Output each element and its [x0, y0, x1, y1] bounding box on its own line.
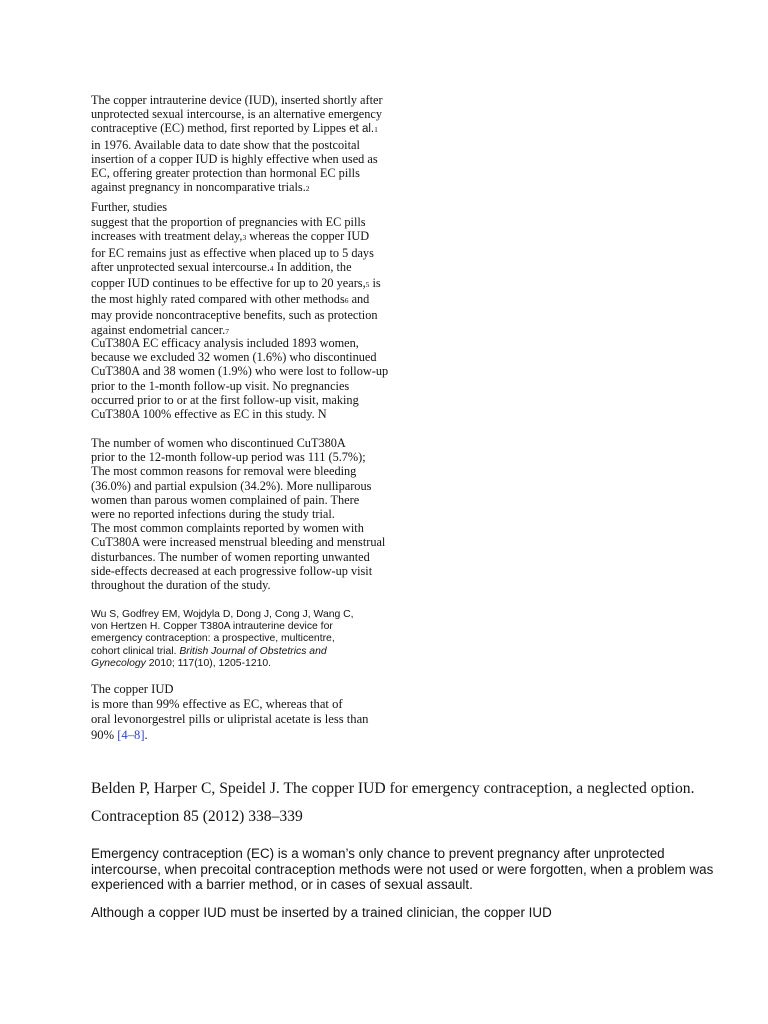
text-line: unprotected sexual intercourse, is an alternative emergency: [91, 107, 383, 122]
text-line: for EC remains just as effective when placed up to 5 days: [91, 245, 374, 260]
text-line: were no reported infections during the study trial.: [91, 507, 335, 522]
text-line: may provide noncontraceptive benefits, such as protection: [91, 308, 378, 323]
text-line: The most common reasons for removal were bleeding: [91, 464, 357, 479]
text-line: The number of women who discontinued CuT380A: [91, 436, 346, 450]
text-fragment: .: [144, 727, 148, 742]
text-fragment: cohort clinical trial.: [91, 645, 180, 657]
et-al-text: et al.: [349, 123, 375, 136]
text-fragment: the most highly rated compared with other methods: [91, 292, 345, 307]
paragraph-efficacy-analysis: [91, 336, 391, 421]
text-fragment: against pregnancy in noncomparative trials.: [91, 180, 306, 195]
text-line: [91, 292, 391, 308]
text-line: insertion of a copper IUD is highly effective when used as: [91, 151, 378, 166]
text-fragment: contraceptive (EC) method, first reported by Lippes: [91, 121, 350, 136]
text-line: [91, 180, 391, 196]
text-line: The most common complaints reported by women with: [91, 521, 364, 536]
paragraph-copper-iud-insertion: Although a copper IUD must be inserted by a trained clinician, the copper IUD: [91, 905, 552, 920]
text-line: CuT380A and 38 women (1.9%) who were lost to follow-up: [91, 364, 389, 379]
text-line: The copper intrauterine device (IUD), inserted shortly after: [91, 93, 383, 107]
text-line: emergency contraception: a prospective, multicentre,: [91, 633, 335, 645]
reference-marker: 4: [269, 263, 274, 273]
text-line: occurred prior to or at the first follow-up visit, making: [91, 392, 359, 407]
text-fragment: against endometrial cancer.: [91, 322, 226, 337]
reference-marker: 5: [365, 280, 370, 290]
journal-title: Gynecology: [91, 657, 146, 669]
reference-heading-line-1: Belden P, Harper C, Speidel J. The copper IUD for emergency contraception, a neglected option.: [91, 780, 695, 797]
reference-heading-line-2: Contraception 85 (2012) 338–339: [91, 808, 303, 825]
reference-marker: 6: [344, 296, 349, 306]
reference-link[interactable]: [4–8]: [117, 727, 145, 742]
text-line: in 1976. Available data to date show that the postcoital: [91, 137, 360, 152]
text-line: prior to the 1-month follow-up visit. No pregnancies: [91, 378, 350, 393]
reference-marker: 2: [305, 184, 310, 194]
text-fragment: whereas the copper IUD: [246, 229, 370, 244]
text-line: [91, 121, 391, 137]
text-line: Emergency contraception (EC) is a woman’s only chance to prevent pregnancy after unprotected: [91, 846, 665, 861]
text-fragment: 90%: [91, 727, 118, 742]
reference-marker: 1: [374, 125, 378, 135]
text-line: [91, 646, 391, 658]
text-line: is more than 99% effective as EC, whereas that of: [91, 697, 343, 712]
text-line: because we excluded 32 women (1.6%) who discontinued: [91, 350, 377, 365]
text-line: [91, 260, 391, 276]
text-line: EC, offering greater protection than hormonal EC pills: [91, 166, 360, 181]
text-fragment: 2010; 117(10), 1205-1210.: [145, 657, 272, 669]
text-line: throughout the duration of the study.: [91, 578, 271, 593]
text-line: [91, 276, 391, 292]
text-line: women than parous women complained of pain. There: [91, 492, 360, 507]
text-line: Further, studies: [91, 200, 168, 214]
journal-title: British Journal of Obstetrics and: [179, 645, 327, 657]
text-line: The copper IUD: [91, 682, 174, 696]
text-line: von Hertzen H. Copper T380A intrauterine device for: [91, 621, 333, 633]
text-line: intercourse, when precoital contraception methods were not used or were forgotten, when a problem was: [91, 861, 714, 877]
paragraph-effectiveness: [91, 682, 391, 743]
text-fragment: increases with treatment delay,: [91, 229, 243, 244]
text-fragment: copper IUD continues to be effective for up to 20 years,: [91, 276, 366, 291]
text-line: CuT380A were increased menstrual bleeding and menstrual: [91, 535, 386, 550]
text-line: prior to the 12-month follow-up period was 111 (5.7%);: [91, 450, 366, 465]
paragraph-emergency-contraception: [91, 846, 751, 893]
text-line: [91, 658, 391, 670]
paragraph-copper-iud-intro: [91, 93, 391, 196]
citation-wu-et-al: [91, 609, 391, 670]
text-fragment: and: [348, 292, 370, 307]
text-line: CuT380A 100% effective as EC in this study. N: [91, 407, 327, 422]
text-line: (36.0%) and partial expulsion (34.2%). More nulliparous: [91, 478, 372, 493]
paragraph-discontinuation: [91, 436, 391, 592]
text-fragment: In addition, the: [273, 259, 352, 274]
text-line: [91, 728, 391, 743]
text-fragment: after unprotected sexual intercourse.: [91, 259, 270, 274]
text-line: [91, 229, 391, 245]
text-line: disturbances. The number of women reporting unwanted: [91, 549, 370, 564]
text-line: experienced with a barrier method, or in cases of sexual assault.: [91, 877, 473, 893]
text-line: CuT380A EC efficacy analysis included 1893 women,: [91, 336, 359, 350]
text-line: suggest that the proportion of pregnancies with EC pills: [91, 215, 366, 230]
text-line: oral levonorgestrel pills or ulipristal acetate is less than: [91, 712, 369, 727]
text-fragment: is: [369, 276, 381, 291]
reference-marker: 7: [225, 326, 229, 336]
reference-marker: 3: [242, 233, 247, 243]
paragraph-studies: [91, 200, 391, 339]
text-line: Wu S, Godfrey EM, Wojdyla D, Dong J, Cong J, Wang C,: [91, 609, 354, 620]
text-line: side-effects decreased at each progressive follow-up visit: [91, 563, 373, 578]
